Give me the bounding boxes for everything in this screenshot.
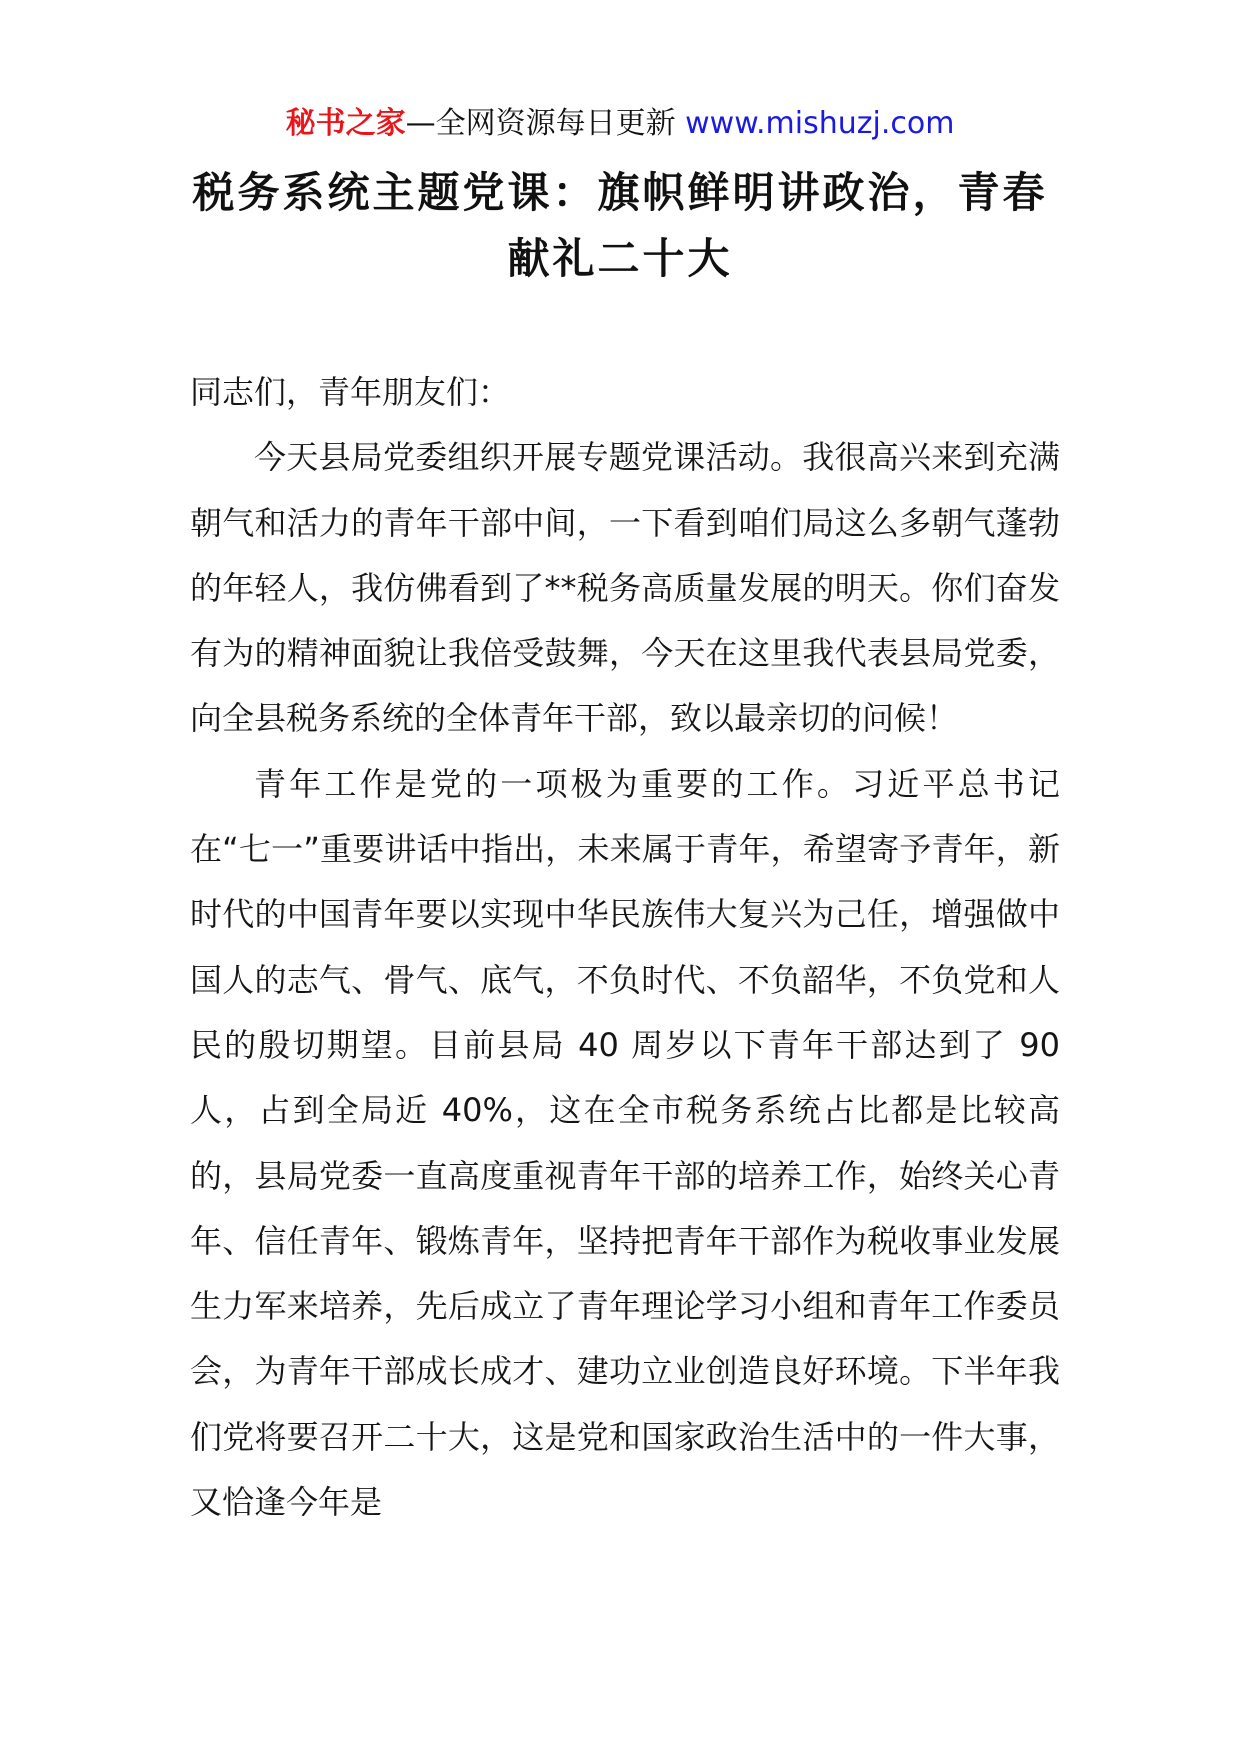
- document-body: [190, 360, 1060, 1535]
- brand-name: 秘书之家: [285, 106, 406, 141]
- header-slogan: —全网资源每日更新: [405, 106, 676, 141]
- salutation: 同志们，青年朋友们：: [190, 373, 511, 411]
- paragraph-2: 青年工作是党的一项极为重要的工作。习近平总书记在“七一”重要讲话中指出，未来属于青年，希望寄予青年，新时代的中国青年要以实现中华民族伟大复兴为己任，增强做中国人的志气、骨气、底气，不负时代、不负韶华，不负党和人民的殷切期望。目前县局 40 周岁以下青年干部达到了 90 人，占到全局近 40%，这在全市税务系统占比都是比较高的，县局党委一直高度重视青年干部的培养工作，始终关心青年、信任青年、锻炼青年，坚持把青年干部作为税收事业发展生力军来培养，先后成立了青年理论学习小组和青年工作委员会，为青年干部成长成才、建功立业创造良好环境。下半年我们党将要召开二十大，这是党和国家政治生活中的一件大事，又恰逢今年是: [190, 764, 1060, 1522]
- site-url-link[interactable]: www.mishuzj.com: [685, 106, 955, 141]
- paragraph-1: 今天县局党委组织开展专题党课活动。我很高兴来到充满朝气和活力的青年干部中间，一下看到咱们局这么多朝气蓬勃的年轻人，我仿佛看到了**税务高质量发展的明天。你们奋发有为的精神面貌让我倍受鼓舞，今天在这里我代表县局党委，向全县税务系统的全体青年干部，致以最亲切的问候！: [190, 438, 1060, 738]
- site-header: [0, 102, 1240, 146]
- document-title: 税务系统主题党课：旗帜鲜明讲政治，青春献礼二十大: [192, 168, 1048, 283]
